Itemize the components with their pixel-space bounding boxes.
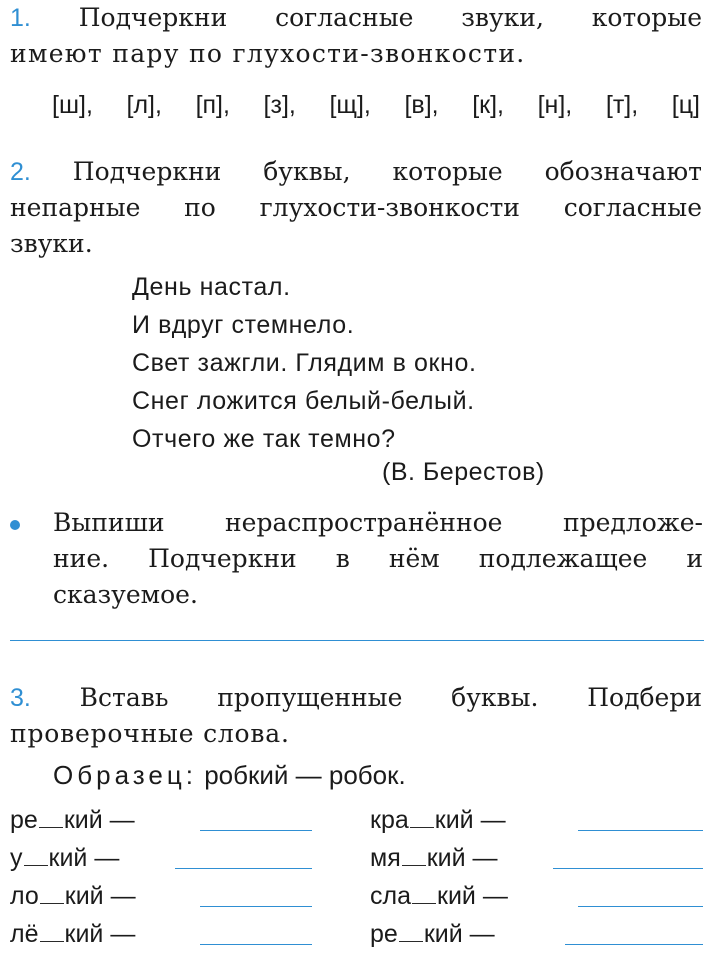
subtask-line-1: Выпиши нераспространённое предложе-: [53, 508, 703, 537]
task-number: 1.: [10, 4, 31, 32]
word-row: [370, 802, 506, 838]
word-prefix: ло: [10, 882, 39, 910]
word-prefix: кра: [370, 806, 409, 834]
word-suffix: кий —: [426, 844, 498, 872]
word-row: [370, 840, 498, 876]
word-prefix: мя: [370, 844, 401, 872]
word-row: [10, 916, 135, 952]
missing-letter-blank[interactable]: [39, 805, 63, 828]
sound-item[interactable]: [ц]: [671, 91, 700, 119]
task-2: [10, 154, 702, 262]
task-number: 3.: [10, 684, 31, 712]
subtask: [53, 505, 703, 613]
word-prefix: ре: [10, 806, 38, 834]
example-label: Образец:: [53, 760, 197, 790]
task-3-text-1: Вставь пропущенные буквы. Подбери: [79, 683, 703, 712]
sound-item[interactable]: [л],: [126, 91, 162, 119]
poem-author: (В. Берестов): [382, 458, 545, 486]
sound-item[interactable]: [з],: [263, 91, 296, 119]
word-suffix: кий —: [434, 806, 506, 834]
word-prefix: ре: [370, 920, 398, 948]
answer-line[interactable]: [200, 944, 312, 945]
sound-item[interactable]: [в],: [404, 91, 439, 119]
example-text: робкий — робок.: [204, 760, 406, 790]
task-3-line-1: [10, 680, 702, 716]
poem-line[interactable]: День настал.: [132, 273, 291, 301]
word-suffix: кий —: [48, 844, 120, 872]
task-1-line-1: [10, 0, 702, 36]
sound-item[interactable]: [ш],: [52, 91, 93, 119]
task-3-line-2: проверочные слова.: [10, 719, 290, 748]
word-suffix: кий —: [64, 882, 136, 910]
poem-line[interactable]: Отчего же так темно?: [132, 425, 396, 453]
task-2-line-3: звуки.: [10, 229, 93, 258]
answer-line[interactable]: [565, 944, 703, 945]
word-row: [10, 840, 119, 876]
task-1-line-2: имеют пару по глухости-звонкости.: [10, 39, 526, 68]
bullet-icon: [10, 514, 24, 528]
word-row: [10, 802, 135, 838]
missing-letter-blank[interactable]: [412, 881, 436, 904]
missing-letter-blank[interactable]: [399, 919, 423, 942]
answer-line[interactable]: [200, 830, 312, 831]
answer-write-line[interactable]: [10, 640, 704, 641]
task-number: 2.: [10, 158, 31, 186]
missing-letter-blank[interactable]: [24, 843, 48, 866]
word-suffix: кий —: [423, 920, 495, 948]
poem-line[interactable]: Свет зажгли. Глядим в окно.: [132, 349, 477, 377]
poem-line[interactable]: Снег ложится белый-белый.: [132, 387, 475, 415]
answer-line[interactable]: [578, 830, 703, 831]
word-suffix: кий —: [63, 806, 135, 834]
task-3: [10, 680, 702, 752]
task-2-line-2: непарные по глухости-звонкости согласные: [10, 193, 702, 222]
word-row: [370, 878, 508, 914]
example: [53, 760, 406, 791]
poem-line[interactable]: И вдруг стемнело.: [132, 311, 355, 339]
answer-line[interactable]: [578, 906, 703, 907]
poem: [132, 268, 477, 458]
sound-item[interactable]: [щ],: [329, 91, 371, 119]
answer-line[interactable]: [175, 868, 312, 869]
word-suffix: кий —: [437, 882, 508, 910]
sound-list: [52, 91, 700, 120]
task-1-text-1: Подчеркни согласные звуки, которые: [78, 3, 702, 32]
sound-item[interactable]: [н],: [537, 91, 573, 119]
subtask-line-2: ние. Подчеркни в нём подлежащее и: [53, 544, 703, 573]
task-2-text-1: Подчеркни буквы, которые обозначают: [72, 157, 702, 186]
word-prefix: у: [10, 844, 23, 872]
answer-line[interactable]: [200, 906, 312, 907]
sound-item[interactable]: [т],: [605, 91, 639, 119]
subtask-line-3: сказуемое.: [53, 580, 198, 609]
missing-letter-blank[interactable]: [40, 881, 64, 904]
task-1: [10, 0, 702, 72]
word-prefix: лё: [10, 920, 39, 948]
sound-item[interactable]: [п],: [195, 91, 230, 119]
word-prefix: сла: [370, 882, 411, 910]
word-suffix: кий —: [64, 920, 136, 948]
missing-letter-blank[interactable]: [402, 843, 426, 866]
word-row: [370, 916, 495, 952]
task-2-line-1: [10, 154, 702, 190]
missing-letter-blank[interactable]: [410, 805, 434, 828]
answer-line[interactable]: [553, 868, 703, 869]
word-row: [10, 878, 136, 914]
sound-item[interactable]: [к],: [472, 91, 504, 119]
missing-letter-blank[interactable]: [40, 919, 64, 942]
